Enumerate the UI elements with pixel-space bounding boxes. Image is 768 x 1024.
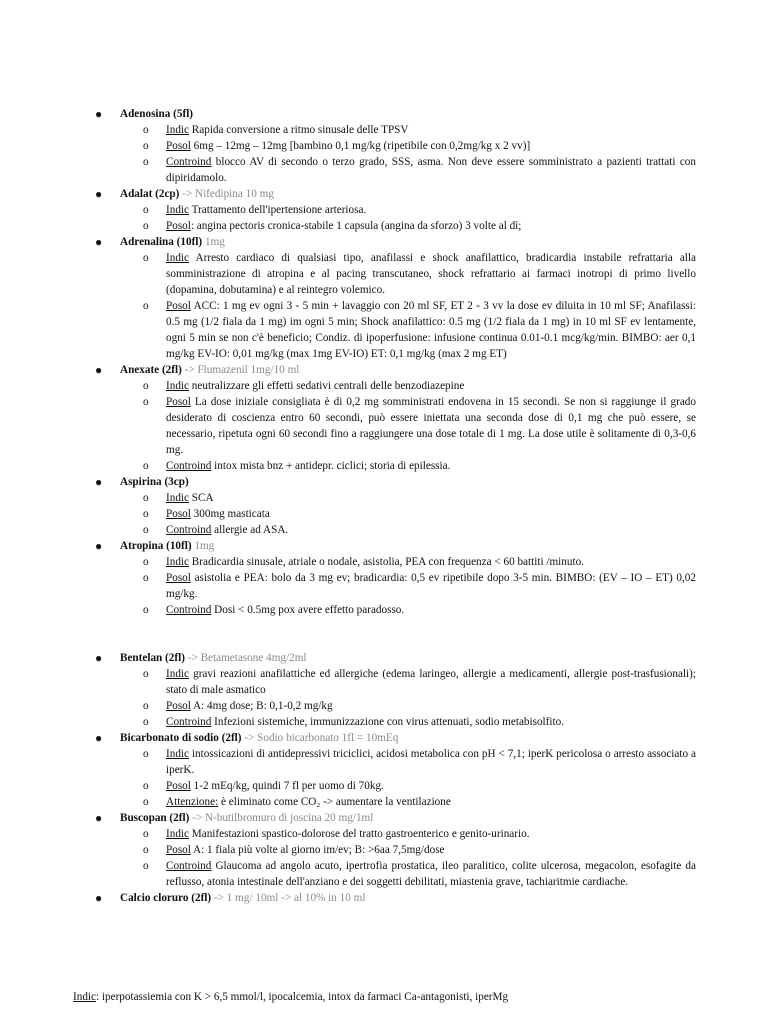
circle-bullet-icon: o [143, 204, 149, 216]
prop-label: Posol [166, 780, 191, 792]
prop-label: Posol [166, 572, 191, 584]
drug-name: Bicarbonato di sodio (2fl) [120, 732, 242, 744]
drug-extra: 1mg [202, 236, 225, 248]
drug-prop [120, 298, 768, 362]
prop-text: 6mg – 12mg – 12mg [bambino 0,1 mg/kg (ripetibile con 0,2mg/kg x 2 vv)] [190, 140, 531, 152]
drug-prop [120, 714, 768, 730]
drug-props [120, 378, 768, 474]
circle-bullet-icon: o [143, 508, 149, 520]
prop-text: intox mista bnz + antidepr. ciclici; storia di epilessia. [211, 460, 451, 472]
prop-text: Rapida conversione a ritmo sinusale delle TPSV [189, 124, 409, 136]
drug-name: Buscopan (2fl) [120, 812, 190, 824]
drug-heading [120, 186, 768, 202]
drug-prop [120, 746, 768, 778]
circle-bullet-icon: o [143, 604, 149, 616]
prop-label: Indic [166, 204, 189, 216]
drug-heading [120, 890, 768, 906]
drug-heading [120, 474, 768, 490]
prop-label: Indic [166, 828, 189, 840]
drug-name: Calcio cloruro (2fl) [120, 892, 212, 904]
drug-extra: -> Betametasone 4mg/2ml [184, 652, 307, 664]
drug-entry [0, 362, 768, 474]
drug-entry [0, 474, 768, 538]
prop-text: La dose iniziale consigliata è di 0,2 mg somministrati endovena in 15 secondi. Se non si raggiunge il grado desiderato di coscienza entro 60 secondi, può essere iniettata una seconda dose di 0,1 mg che può essere, se necessario, ripetuta ogni 60 secondi fino a raggiungere una dose totale di 1 mg. La dose utile è solitamente di 0,3-0,6 mg. [166, 396, 696, 456]
drug-entry [0, 186, 768, 234]
drug-prop [120, 250, 768, 298]
drug-prop [120, 858, 768, 890]
bullet-icon: ● [95, 731, 103, 745]
prop-label: Controind [166, 860, 212, 872]
drug-prop [120, 490, 768, 506]
drug-heading [120, 650, 768, 666]
drug-entry [0, 890, 768, 906]
drug-prop [120, 506, 768, 522]
prop-label: Controind [166, 460, 212, 472]
prop-label: Indic [166, 124, 189, 136]
footer-text: : iperpotassiemia con K > 6,5 mmol/l, ipocalcemia, intox da farmaci Ca-antagonisti, iperMg [96, 991, 509, 1003]
circle-bullet-icon: o [143, 140, 149, 152]
circle-bullet-icon: o [143, 668, 149, 680]
drug-entry [0, 650, 768, 730]
drug-prop [120, 154, 768, 186]
prop-text: Trattamento dell'ipertensione arteriosa. [189, 204, 367, 216]
bullet-icon: ● [95, 235, 103, 249]
prop-text: neutralizzare gli effetti sedativi centrali delle benzodiazepine [189, 380, 465, 392]
prop-text: A: 1 fiala più volte al giorno im/ev; B: >6aa 7,5mg/dose [190, 844, 445, 856]
drug-list [0, 106, 768, 906]
prop-label: Controind [166, 716, 212, 728]
drug-prop [120, 570, 768, 602]
prop-label: Posol [166, 300, 191, 312]
bullet-icon: ● [95, 811, 103, 825]
footer-line [73, 989, 693, 1005]
circle-bullet-icon: o [143, 748, 149, 760]
prop-text: Manifestazioni spastico-dolorose del tratto gastroenterico e genito-urinario. [189, 828, 530, 840]
circle-bullet-icon: o [143, 300, 149, 312]
drug-name: Adalat (2cp) [120, 188, 180, 200]
drug-prop [120, 122, 768, 138]
circle-bullet-icon: o [143, 380, 149, 392]
section-spacer [0, 618, 768, 650]
prop-text: 300mg masticata [190, 508, 270, 520]
circle-bullet-icon: o [143, 524, 149, 536]
prop-label: Indic [166, 668, 189, 680]
bullet-icon: ● [95, 363, 103, 377]
prop-label: Posol [166, 508, 191, 520]
drug-props [120, 122, 768, 186]
drug-entry [0, 234, 768, 362]
drug-prop [120, 218, 768, 234]
circle-bullet-icon: o [143, 572, 149, 584]
prop-text: allergie ad ASA. [211, 524, 289, 536]
drug-prop [120, 794, 768, 810]
bullet-icon: ● [95, 651, 103, 665]
circle-bullet-icon: o [143, 860, 149, 872]
circle-bullet-icon: o [143, 796, 149, 808]
circle-bullet-icon: o [143, 844, 149, 856]
prop-label: Indic [166, 492, 189, 504]
drug-prop [120, 458, 768, 474]
prop-label: Indic [166, 380, 189, 392]
prop-label: Controind [166, 156, 212, 168]
drug-prop [120, 394, 768, 458]
prop-text: 1-2 mEq/kg, quindi 7 fl per uomo di 70kg. [190, 780, 384, 792]
prop-text: gravi reazioni anafilattiche ed allergiche (edema laringeo, allergie a medicamenti, allergie post-trasfusionali); stato di male asmatico [166, 668, 696, 696]
drug-extra: 1mg [191, 540, 215, 552]
drug-heading [120, 106, 768, 122]
prop-text: : angina pectoris cronica-stabile 1 capsula (angina da sforzo) 3 volte al dì; [190, 220, 522, 232]
bullet-icon: ● [95, 107, 103, 121]
prop-text: ACC: 1 mg ev ogni 3 - 5 min + lavaggio con 20 ml SF, ET 2 - 3 vv la dose ev diluita in 10 ml SF; Anafilassi: 0.5 mg (1/2 fiala da 1 mg) im ogni 5 min; Shock anafilattico: 0.5 mg (1/2 fiala da 1 mg) in 10 ml SF ev lentamente, ogni 5 min se non c'è beneficio; Condiz. di ipoperfusione: infusione continua 0.01-0.1 mcg/kg/min. BIMBO: aer 0,1 mg/kg EV-IO: 0,01 mg/kg (max 1mg EV-IO) ET: 0,1 mg/kg (max 2 mg ET) [166, 300, 696, 360]
drug-name: Adrenalina (10fl) [120, 236, 203, 248]
drug-heading [120, 538, 768, 554]
drug-heading [120, 730, 768, 746]
drug-heading [120, 362, 768, 378]
prop-label: Indic [166, 556, 189, 568]
drug-entry [0, 730, 768, 810]
prop-text: Infezioni sistemiche, immunizzazione con virus attenuati, sodio metabisolfito. [211, 716, 564, 728]
prop-text: SCA [189, 492, 214, 504]
drug-props [120, 746, 768, 810]
drug-prop [120, 522, 768, 538]
drug-extra: -> 1 mg/ 10ml -> al 10% in 10 ml [211, 892, 366, 904]
drug-name: Bentelan (2fl) [120, 652, 185, 664]
circle-bullet-icon: o [143, 124, 149, 136]
drug-props [120, 202, 768, 234]
prop-label: Controind [166, 604, 212, 616]
prop-text: intossicazioni di antidepressivi triciclici, acidosi metabolica con pH < 7,1; iperK pericolosa o arresto associato a iperK. [166, 748, 696, 776]
drug-prop [120, 602, 768, 618]
drug-props [120, 826, 768, 890]
footer-label: Indic [73, 991, 96, 1003]
bullet-icon: ● [95, 539, 103, 553]
drug-props [120, 490, 768, 538]
drug-prop [120, 666, 768, 698]
prop-text: asistolia e PEA: bolo da 3 mg ev; bradicardia: 0,5 ev ripetibile dopo 3-5 min. BIMBO: (EV – IO – ET) 0,02 mg/kg. [166, 572, 696, 600]
drug-extra: -> N-butilbromuro di joscina 20 mg/1ml [189, 812, 374, 824]
drug-entry [0, 106, 768, 186]
prop-text: A: 4mg dose; B: 0,1-0,2 mg/kg [190, 700, 333, 712]
drug-prop [120, 378, 768, 394]
prop-label: Indic [166, 748, 189, 760]
drug-props [120, 554, 768, 618]
bullet-icon: ● [95, 187, 103, 201]
bullet-icon: ● [95, 475, 103, 489]
drug-props [120, 666, 768, 730]
circle-bullet-icon: o [143, 716, 149, 728]
drug-prop [120, 554, 768, 570]
prop-label: Posol [166, 220, 191, 232]
prop-text: Glaucoma ad angolo acuto, ipertrofia prostatica, ileo paralitico, colite ulcerosa, megacolon, esofagite da reflusso, atonia intestinale dell'anziano e dei soggetti debilitati, miastenia grave, tachiaritmie cardiache. [166, 860, 696, 888]
drug-name: Adenosina (5fl) [120, 108, 194, 120]
prop-label: Controind [166, 524, 212, 536]
drug-extra: -> Sodio bicarbonato 1fl = 10mEq [241, 732, 399, 744]
drug-extra: -> Flumazenil 1mg/10 ml [181, 364, 300, 376]
circle-bullet-icon: o [143, 556, 149, 568]
drug-entry [0, 810, 768, 890]
circle-bullet-icon: o [143, 252, 149, 264]
drug-prop [120, 778, 768, 794]
drug-name: Atropina (10fl) [120, 540, 192, 552]
circle-bullet-icon: o [143, 492, 149, 504]
circle-bullet-icon: o [143, 700, 149, 712]
prop-label: Posol [166, 140, 191, 152]
circle-bullet-icon: o [143, 220, 149, 232]
prop-label: Indic [166, 252, 189, 264]
drug-prop [120, 698, 768, 714]
circle-bullet-icon: o [143, 396, 149, 408]
prop-label: Posol [166, 396, 191, 408]
prop-label: Attenzione: [166, 796, 219, 808]
prop-text: è eliminato come CO₂ -> aumentare la ventilazione [218, 796, 451, 808]
drug-extra: -> Nifedipina 10 mg [179, 188, 274, 200]
drug-name: Aspirina (3cp) [120, 476, 189, 488]
drug-prop [120, 138, 768, 154]
drug-prop [120, 202, 768, 218]
circle-bullet-icon: o [143, 156, 149, 168]
drug-heading [120, 810, 768, 826]
circle-bullet-icon: o [143, 780, 149, 792]
drug-name: Anexate (2fl) [120, 364, 182, 376]
prop-text: blocco AV di secondo o terzo grado, SSS, asma. Non deve essere somministrato a pazienti trattati con dipiridamolo. [166, 156, 696, 184]
bullet-icon: ● [95, 891, 103, 905]
circle-bullet-icon: o [143, 460, 149, 472]
prop-label: Posol [166, 844, 191, 856]
drug-prop [120, 826, 768, 842]
prop-text: Bradicardia sinusale, atriale o nodale, asistolia, PEA con frequenza < 60 battiti /minuto. [189, 556, 584, 568]
prop-text: Dosi < 0.5mg pox avere effetto paradosso. [211, 604, 405, 616]
drug-heading [120, 234, 768, 250]
drug-entry [0, 538, 768, 618]
prop-label: Posol [166, 700, 191, 712]
drug-prop [120, 842, 768, 858]
prop-text: Arresto cardiaco di qualsiasi tipo, anafilassi e shock anafilattico, bradicardia instabile refrattaria alla somministrazione di atropina e al pacing transcutaneo, shock refrattario ai farmaci inotropi di primo livello (dopamina, dobutamina) e al reintegro volemico. [166, 252, 696, 296]
drug-props [120, 250, 768, 362]
circle-bullet-icon: o [143, 828, 149, 840]
